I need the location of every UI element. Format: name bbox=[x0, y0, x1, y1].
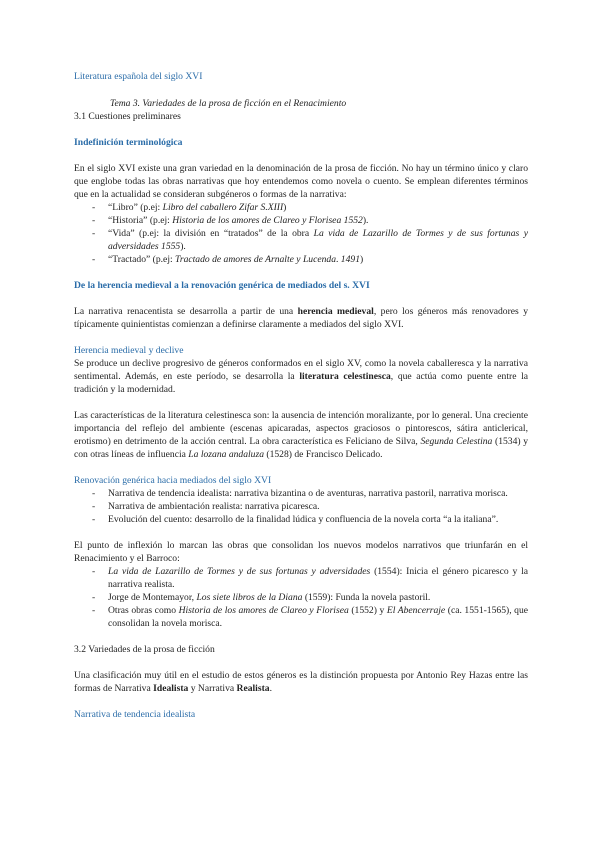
list-item: - Otras obras como Historia de los amores de Clareo y Florisea (1552) y El Abencerraje (ca. 1551-1565), que consolidan la novela morisca. bbox=[74, 604, 528, 630]
list-item: - Narrativa de tendencia idealista: narrativa bizantina o de aventuras, narrativa pastoril, narrativa morisca. bbox=[74, 487, 528, 500]
indefinicion-intro: En el siglo XVI existe una gran variedad en la denominación de la prosa de ficción. No hay un término único y claro que englobe todas las obras narrativas que hoy entendemos como novela o cuento. Se emplean diferentes términos que en la actualidad se consideran subgéneros o formas de la narrativa: bbox=[74, 163, 528, 200]
section-3-2-title: 3.2 Variedades de la prosa de ficción bbox=[74, 644, 215, 655]
list-item: - Narrativa de ambientación realista: narrativa picaresca. bbox=[74, 500, 528, 513]
indefinicion-heading: Indefinición terminológica bbox=[74, 137, 183, 148]
works-list bbox=[74, 565, 528, 630]
document-page bbox=[74, 70, 528, 721]
section-3-1-title: 3.1 Cuestiones preliminares bbox=[74, 111, 181, 122]
document-title: Literatura española del siglo XVI bbox=[74, 71, 203, 82]
herencia-paragraph-1: La narrativa renacentista se desarrolla a partir de una herencia medieval, pero los géneros más renovadores y típicamente quinientistas comienzan a definirse claramente a mediados del siglo XVI. bbox=[74, 306, 529, 330]
clasificacion-paragraph: Una clasificación muy útil en el estudio de estos géneros es la distinción propuesta por Antonio Rey Hazas entre las formas de Narrativa Idealista y Narrativa Realista. bbox=[74, 670, 528, 694]
tema-title: Tema 3. Variedades de la prosa de ficción en el Renacimiento bbox=[110, 98, 347, 109]
list-item: - La vida de Lazarillo de Tormes y de sus fortunas y adversidades (1554): Inicia el género picaresco y la narrativa realista. bbox=[74, 565, 528, 591]
herencia-paragraph-3: Las características de la literatura celestinesca son: la ausencia de intención moralizante, por lo general. Una creciente importancia del reflejo del ambiente (escenas apicaradas, aspectos graciosos o pintorescos, sátira anticlerical, erotismo) en detrimento de la acción central. La obra característica es Feliciano de Silva, Segunda Celestina (1534) y con otras líneas de influencia La lozana andaluza (1528) de Francisco Delicado. bbox=[74, 410, 529, 460]
renovacion-heading: Renovación genérica hacia mediados del siglo XVI bbox=[74, 475, 272, 486]
idealista-heading: Narrativa de tendencia idealista bbox=[74, 709, 196, 720]
herencia-heading: De la herencia medieval a la renovación genérica de mediados del s. XVI bbox=[74, 280, 370, 291]
terms-list bbox=[74, 201, 528, 266]
herencia-paragraph-2: Se produce un declive progresivo de géneros conformados en el siglo XV, como la novela caballeresca y la narrativa sentimental. Además, en este período, se desarrolla la literatura celestinesca, que actúa como puente entre la tradición y la modernidad. bbox=[74, 358, 528, 395]
inflexion-paragraph: El punto de inflexión lo marcan las obras que consolidan los nuevos modelos narrativos que triunfarán en el Renacimiento y el Barroco: bbox=[74, 540, 528, 564]
list-item: - “Tractado” (p.ej: Tractado de amores de Arnalte y Lucenda. 1491) bbox=[74, 253, 528, 266]
list-item: - “Historia” (p.ej: Historia de los amores de Clareo y Florisea 1552). bbox=[74, 214, 528, 227]
list-item: - Jorge de Montemayor, Los siete libros de la Diana (1559): Funda la novela pastoril. bbox=[74, 591, 528, 604]
herencia-subheading: Herencia medieval y declive bbox=[74, 345, 184, 356]
renovacion-list bbox=[74, 487, 528, 526]
list-item: - Evolución del cuento: desarrollo de la finalidad lúdica y confluencia de la novela corta “a la italiana”. bbox=[74, 513, 528, 526]
list-item: - “Vida” (p.ej: la división en “tratados” de la obra La vida de Lazarillo de Tormes y de sus fortunas y adversidades 1555). bbox=[74, 227, 528, 253]
list-item: - “Libro” (p.ej: Libro del caballero Zifar S.XIII) bbox=[74, 201, 528, 214]
